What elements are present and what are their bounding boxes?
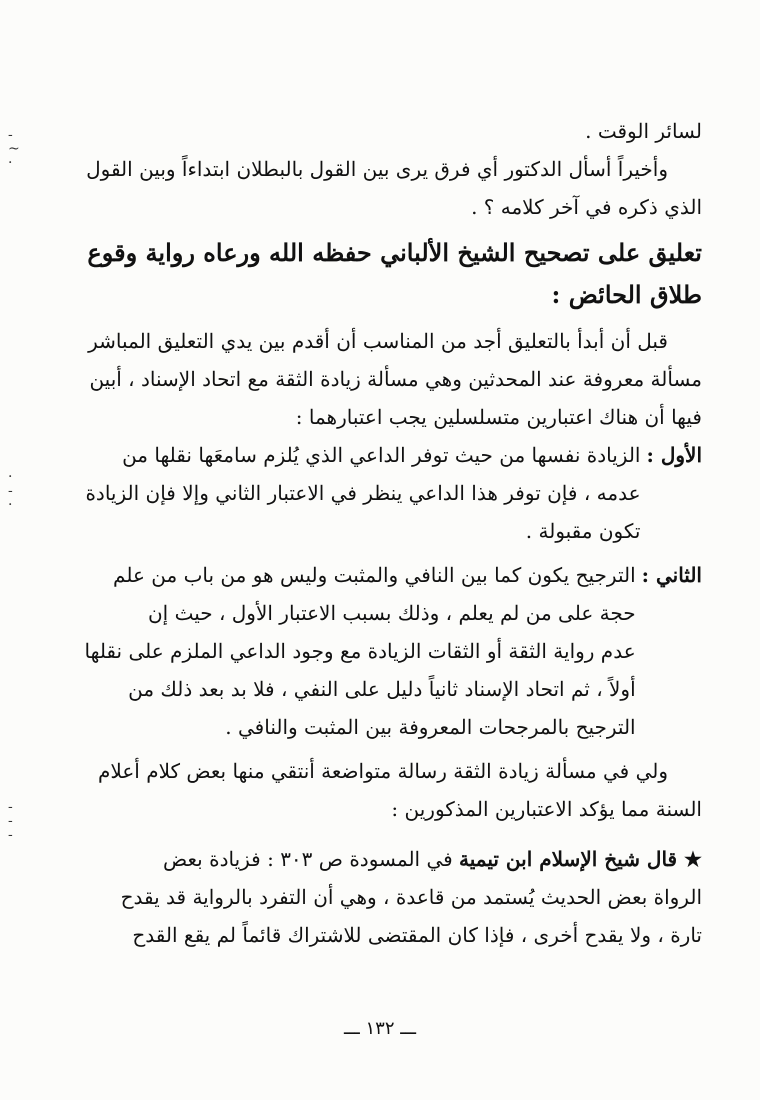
text-line: الترجيح يكون كما بين النافي والمثبت وليس هو من باب من علم [113,563,636,587]
page-number: ـــ ١٣٢ ـــ [343,1018,417,1039]
quote-line-rest: في المسودة ص ٣٠٣ : فزيادة بعض [163,847,453,871]
text-line: الترجيح بالمرجحات المعروفة بين المثبت والنافي . [225,715,636,739]
second-consideration [80,556,702,746]
text-line: وأخيراً أسأل الدكتور أي فرق يرى بين القول بالبطلان ابتداءاً وبين القول [86,157,668,181]
margin-marks-top: - ~ · [8,127,20,171]
text-line: فيها أن هناك اعتبارين متسلسلين يجب اعتبارهما : [295,405,702,429]
first-label: الأول : [646,443,702,467]
heading-line: تعليق على تصحيح الشيخ الألباني حفظه الله ورعاه رواية وقوع [87,238,702,267]
paragraph-3 [80,752,702,828]
second-label: الثاني : [641,563,702,587]
text-line: الزيادة نفسها من حيث توفر الداعي الذي يُلزم سامعَها نقلها من [122,443,641,467]
margin-marks-middle: · - · [8,469,13,513]
quote-lead: ★ قال شيخ الإسلام ابن تيمية [459,847,702,871]
text-line: عدمه ، فإن توفر هذا الداعي ينظر في الاعتبار الثاني وإلا فإن الزيادة [85,481,641,505]
text-line: الذي ذكره في آخر كلامه ؟ . [471,195,702,219]
text-line: تكون مقبولة . [525,519,641,543]
heading-line: طلاق الحائض : [551,280,702,309]
section-heading [80,232,702,316]
text-line: السنة مما يؤكد الاعتبارين المذكورين : [391,797,702,821]
text-line: حجة على من لم يعلم ، وذلك بسبب الاعتبار الأول ، حيث إن [147,601,636,625]
first-consideration [80,436,702,550]
paragraph-2 [80,322,702,436]
text-line: مسألة معروفة عند المحدثين وهي مسألة زيادة الثقة مع اتحاد الإسناد ، أبين [89,367,702,391]
top-line: لسائر الوقت . [585,119,702,143]
text-line: أولاً ، ثم اتحاد الإسناد ثانياً دليل على النفي ، فلا بد بعد ذلك من [128,677,636,701]
text-line: ولي في مسألة زيادة الثقة رسالة متواضعة أنتقي منها بعض كلام أعلام [98,759,668,783]
margin-marks-lower: - - - [8,799,13,843]
paragraph-1 [80,150,702,226]
text-line: الرواة بعض الحديث يُستمد من قاعدة ، وهي أن التفرد بالرواية قد يقدح [120,885,702,909]
text-line: تارة ، ولا يقدح أخرى ، فإذا كان المقتضى للاشتراك قائماً لم يقع القدح [132,923,702,947]
text-line: قبل أن أبدأ بالتعليق أجد من المناسب أن أقدم بين يدي التعليق المباشر [88,329,668,353]
ibn-taymiyyah-quote [80,840,702,954]
text-line: عدم رواية الثقة أو الثقات الزيادة مع وجود الداعي الملزم على نقلها [84,639,636,663]
document-page [80,112,702,954]
quote-first-line [80,840,702,878]
